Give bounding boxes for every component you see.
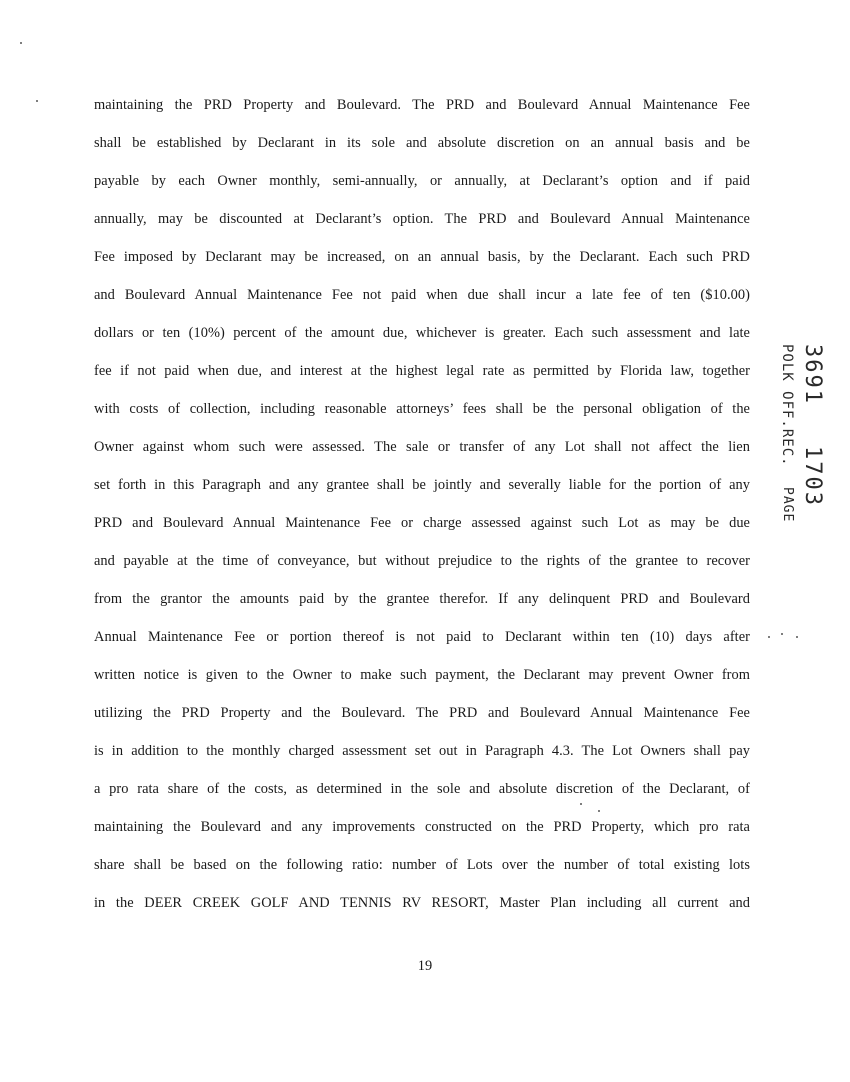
text-line: PRD and Boulevard Annual Maintenance Fee or charge assessed against such Lot as may be due: [94, 515, 750, 531]
page-number: 19: [417, 958, 433, 974]
scan-speck: [796, 636, 798, 638]
stamp-record-label: POLK OFF.REC.: [779, 344, 795, 467]
stamp-page-number: 1703: [800, 446, 825, 507]
text-line: maintaining the Boulevard and any improvements constructed on the PRD Property, which pro rata: [94, 819, 750, 835]
text-line: a pro rata share of the costs, as determined in the sole and absolute discretion of the Declarant, of: [94, 781, 750, 797]
text-line: written notice is given to the Owner to make such payment, the Declarant may prevent Owner from: [94, 667, 750, 683]
stamp-book-number: 3691: [800, 344, 825, 405]
text-line: in the DEER CREEK GOLF AND TENNIS RV RESORT, Master Plan including all current and: [94, 895, 750, 911]
text-line: annually, may be discounted at Declarant’s option. The PRD and Boulevard Annual Maintenance: [94, 211, 750, 227]
stamp-page-label: PAGE: [780, 487, 795, 523]
text-line: is in addition to the monthly charged assessment set out in Paragraph 4.3. The Lot Owners shall pay: [94, 743, 750, 759]
text-line: and payable at the time of conveyance, but without prejudice to the rights of the grantee to recover: [94, 553, 750, 569]
text-line: shall be established by Declarant in its sole and absolute discretion on an annual basis and be: [94, 135, 750, 151]
text-line: with costs of collection, including reasonable attorneys’ fees shall be the personal obligation of the: [94, 401, 750, 417]
text-line: fee if not paid when due, and interest at the highest legal rate as permitted by Florida law, together: [94, 363, 750, 379]
scan-speck: [20, 42, 22, 44]
text-line: from the grantor the amounts paid by the grantee therefor. If any delinquent PRD and Boulevard: [94, 591, 750, 607]
scan-speck: [781, 633, 783, 635]
text-line: utilizing the PRD Property and the Boulevard. The PRD and Boulevard Annual Maintenance Fee: [94, 705, 750, 721]
text-line: dollars or ten (10%) percent of the amount due, whichever is greater. Each such assessment and late: [94, 325, 750, 341]
text-line: Annual Maintenance Fee or portion thereof is not paid to Declarant within ten (10) days after: [94, 629, 750, 645]
text-line: share shall be based on the following ratio: number of Lots over the number of total existing lots: [94, 857, 750, 873]
scan-speck: [598, 810, 600, 812]
text-line: set forth in this Paragraph and any grantee shall be jointly and severally liable for the portion of any: [94, 477, 750, 493]
text-line: and Boulevard Annual Maintenance Fee not paid when due shall incur a late fee of ten ($10.00): [94, 287, 750, 303]
text-line: Owner against whom such were assessed. The sale or transfer of any Lot shall not affect the lien: [94, 439, 750, 455]
scan-speck: [580, 803, 582, 805]
scan-speck: [768, 636, 770, 638]
text-line: Fee imposed by Declarant may be increased, on an annual basis, by the Declarant. Each such PRD: [94, 249, 750, 265]
text-line: payable by each Owner monthly, semi-annually, or annually, at Declarant’s option and if paid: [94, 173, 750, 189]
text-line: maintaining the PRD Property and Boulevard. The PRD and Boulevard Annual Maintenance Fee: [94, 97, 750, 113]
scan-speck: [36, 100, 38, 102]
body-text: [94, 86, 750, 922]
